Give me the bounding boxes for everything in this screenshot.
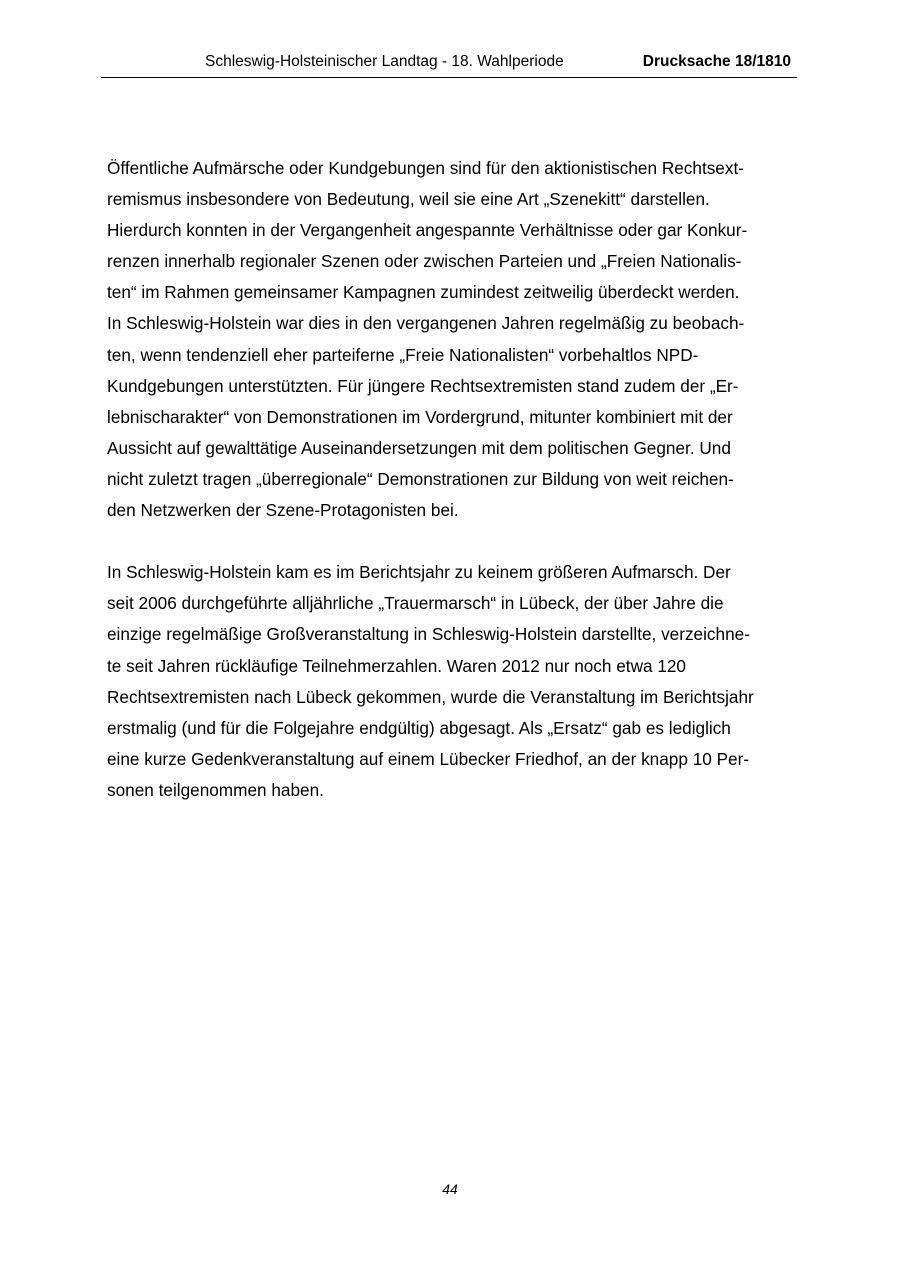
text-line: eine kurze Gedenkveranstaltung auf einem Lübecker Friedhof, an der knapp 10 Per-	[107, 748, 750, 769]
text-line: den Netzwerken der Szene-Protagonisten bei.	[107, 500, 459, 521]
paragraph-gap	[107, 526, 797, 557]
text-line: ten“ im Rahmen gemeinsamer Kampagnen zumindest zeitweilig überdeckt werden.	[107, 282, 740, 303]
text-line: In Schleswig-Holstein kam es im Berichtsjahr zu keinem größeren Aufmarsch. Der	[107, 562, 731, 583]
text-line: Aussicht auf gewalttätige Auseinandersetzungen mit dem politischen Gegner. Und	[107, 437, 731, 458]
text-line: In Schleswig-Holstein war dies in den vergangenen Jahren regelmäßig zu beobach-	[107, 313, 745, 334]
header-title: Schleswig-Holsteinischer Landtag - 18. Wahlperiode	[205, 53, 564, 70]
text-line: renzen innerhalb regionaler Szenen oder zwischen Parteien und „Freien Nationalis-	[107, 251, 742, 272]
body-text	[107, 153, 797, 806]
text-line: nicht zuletzt tragen „überregionale“ Demonstrationen zur Bildung von weit reichen-	[107, 468, 734, 489]
text-line: ten, wenn tendenziell eher parteiferne „Freie Nationalisten“ vorbehaltlos NPD-	[107, 344, 699, 365]
text-line: sonen teilgenommen haben.	[107, 779, 324, 800]
text-line: Öffentliche Aufmärsche oder Kundgebungen sind für den aktionistischen Rechtsext-	[107, 158, 744, 178]
text-line: Kundgebungen unterstützten. Für jüngere Rechtsextremisten stand zudem der „Er-	[107, 375, 739, 396]
text-line: Rechtsextremisten nach Lübeck gekommen, wurde die Veranstaltung im Berichtsjahr	[107, 686, 754, 707]
document-number: Drucksache 18/1810	[642, 53, 791, 70]
paragraph-2	[107, 557, 797, 806]
page-number: 44	[442, 1181, 458, 1197]
text-line: erstmalig (und für die Folgejahre endgültig) abgesagt. Als „Ersatz“ gab es lediglich	[107, 717, 731, 738]
text-line: te seit Jahren rückläufige Teilnehmerzahlen. Waren 2012 nur noch etwa 120	[107, 655, 686, 676]
text-line: Hierdurch konnten in der Vergangenheit angespannte Verhältnisse oder gar Konkur-	[107, 220, 748, 241]
text-line: seit 2006 durchgeführte alljährliche „Trauermarsch“ in Lübeck, der über Jahre die	[107, 593, 724, 614]
paragraph-1	[107, 153, 797, 526]
page-header	[101, 51, 797, 78]
text-line: einzige regelmäßige Großveranstaltung in Schleswig-Holstein darstellte, verzeichne-	[107, 624, 750, 645]
text-line: lebnischarakter“ von Demonstrationen im Vordergrund, mitunter kombiniert mit der	[107, 406, 733, 427]
text-line: remismus insbesondere von Bedeutung, weil sie eine Art „Szenekitt“ darstellen.	[107, 189, 710, 210]
